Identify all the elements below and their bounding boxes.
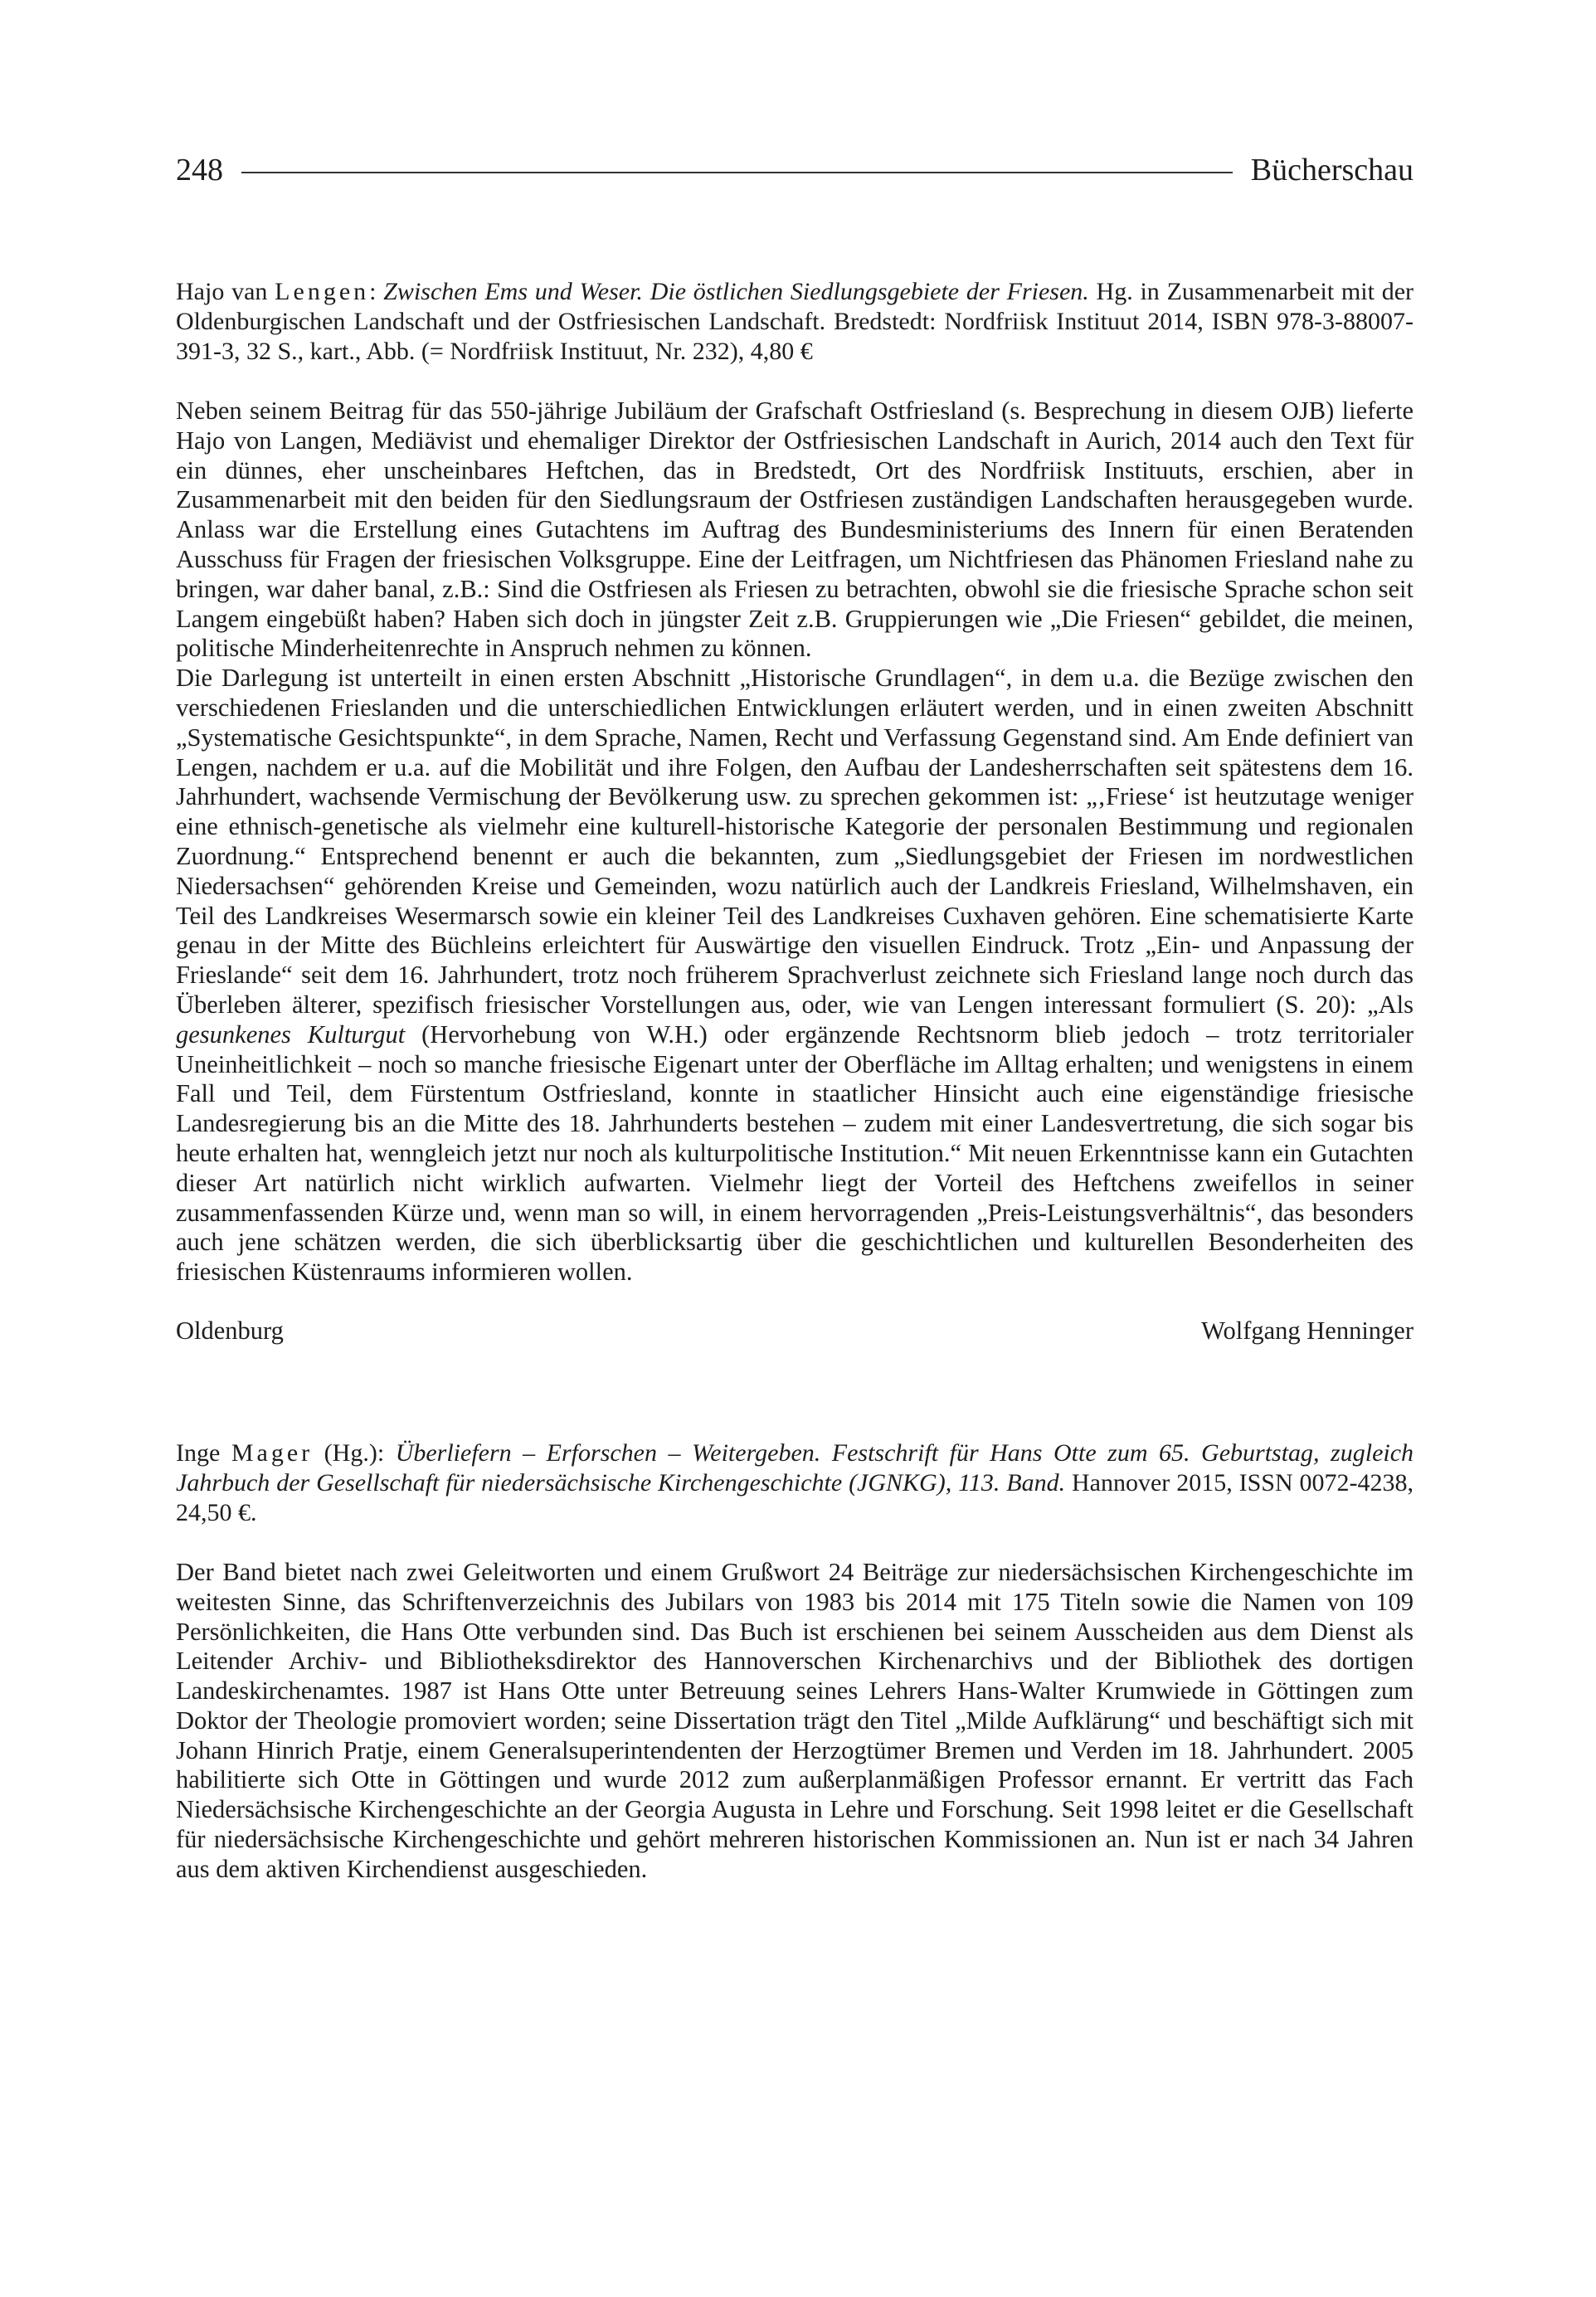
review-text: (Hervorhebung von W.H.) oder ergänzende Rechtsnorm blieb jedoch – trotz territorialer Uneinheitlichkeit – noch so manche friesische Eigenart unter der Oberfläche im Alltag erhalten; und wenigstens in einem Fall und Teil, dem Fürstentum Ostfriesland, konnte in staatlicher Hinsicht auch eine eigenständige friesische Landesregierung bis an die Mitte des 18. Jahrhunderts bestehen – zudem mit einer Landesvertretung, die sich sogar bis heute erhalten hat, wenngleich jetzt nur noch als kulturpolitische Institution.“ Mit neuen Erkenntnisse kann ein Gutachten dieser Art natürlich nicht wirklich aufwarten. Vielmehr liegt der Vorteil des Heftchens zweifellos in seiner zusammenfassenden Kürze und, wenn man so will, in einem hervorragenden „Preis-Leistungsverhältnis“, das besonders auch jene schätzen werden, die sich überblicksartig über die geschichtlichen und kulturellen Besonderheiten des friesischen Küstenraums informieren wollen. <box>176 1020 1414 1287</box>
author-suffix: (Hg.): <box>324 1438 385 1467</box>
bibliographic-details: Hg. in Zusammenarbeit mit der Oldenburgischen Landschaft und der Ostfriesischen Landschaft. Bredstedt: Nordfriisk Instituut 2014, ISBN 978-3-88007-391-3, 32 S., kart., Abb. (= Nordfriisk Instituut, Nr. 232), 4,80 € <box>176 278 1414 365</box>
review-text: Die Darlegung ist unterteilt in einen ersten Abschnitt „Historische Grundlagen“, in dem u.a. die Bezüge zwischen den verschiedenen Frieslanden und die unterschiedlichen Entwicklungen erläutert werden, und in einen zweiten Abschnitt „Systematische Gesichtspunkte“, in dem Sprache, Namen, Recht und Verfassung Gegenstand sind. Am Ende definiert van Lengen, nachdem er u.a. auf die Mobilität und ihre Folgen, den Aufbau der Landesherrschaften seit spätestens dem 16. Jahrhundert, wachsende Vermischung der Bevölkerung usw. zu sprechen gekommen ist: „‚Friese‘ ist heutzutage weniger eine ethnisch-genetische als vielmehr eine kulturell-historische Kategorie der personalen Bestimmung und regionalen Zuordnung.“ Entsprechend benennt er auch die bekannten, zum „Siedlungsgebiet der Friesen im nordwestlichen Niedersachsen“ gehörenden Kreise und Gemeinden, wozu natürlich auch der Landkreis Friesland, Wilhelmshaven, ein Teil des Landkreises Wesermarsch sowie ein kleiner Teil des Landkreises Cuxhaven gehören. Eine schematisierte Karte genau in der Mitte des Büchleins erleichtert für Auswärtige den visuellen Eindruck. Trotz „Ein- und Anpassung der Frieslande“ seit dem 16. Jahrhundert, trotz noch früherem Sprachverlust zeichnete sich Friesland lange noch durch das Überleben älterer, spezifisch friesischer Vorstellungen aus, oder, wie van Lengen interessant formuliert (S. 20): „Als <box>176 664 1414 1019</box>
bibliographic-details: Hannover 2015, ISSN 0072-4238, 24,50 €. <box>176 1468 1414 1526</box>
section-title: Bücherschau <box>1250 153 1414 187</box>
page-number: 248 <box>176 153 223 187</box>
review-entry-2 <box>176 1438 1414 1885</box>
review-paragraph: Der Band bietet nach zwei Geleitworten und einem Grußwort 24 Beiträge zur niedersächsischen Kirchengeschichte im weitesten Sinne, das Schriftenverzeichnis des Jubilars von 1983 bis 2014 mit 175 Titeln sowie die Namen von 109 Persönlichkeiten, die Hans Otte verbunden sind. Das Buch ist erschienen bei seinem Ausscheiden aus dem Dienst als Leitender Archiv- und Bibliotheksdirektor des Hannoverschen Kirchenarchivs und der Bibliothek des dortigen Landeskirchenamtes. 1987 ist Hans Otte unter Betreuung seines Lehrers Hans-Walter Krumwiede in Göttingen zum Doktor der Theologie promoviert worden; seine Dissertation trägt den Titel „Milde Aufklärung“ und beschäftigt sich mit Johann Hinrich Pratje, einem Generalsuperintendenten der Herzogtümer Bremen und Verden im 18. Jahrhundert. 2005 habilitierte sich Otte in Göttingen und wurde 2012 zum außerplanmäßigen Professor ernannt. Er vertritt das Fach Niedersächsische Kirchengeschichte an der Georgia Augusta in Lehre und Forschung. Seit 1998 leitet er die Gesellschaft für niedersächsische Kirchengeschichte und gehört mehreren historischen Kommissionen an. Nun ist er nach 34 Jahren aus dem aktiven Kirchendienst ausgeschieden. <box>176 1557 1414 1883</box>
running-header <box>176 149 1414 191</box>
author-last-name: Lengen <box>275 278 370 305</box>
book-title: Überliefern – Erforschen – Weitergeben. Festschrift für Hans Otte zum 65. Geburtstag, zugleich Jahrbuch der Gesellschaft für niedersächsische Kirchengeschichte (JGNKG), 113. Band. <box>176 1438 1414 1496</box>
page <box>176 149 1414 1885</box>
review-entry-1 <box>176 277 1414 1346</box>
review-paragraph <box>176 664 1414 1287</box>
reviewer-name: Wolfgang Henninger <box>1201 1316 1414 1345</box>
author-first-name: Hajo van <box>176 278 268 305</box>
review-place: Oldenburg <box>176 1316 284 1345</box>
italic-phrase: gesunkenes Kulturgut <box>176 1020 406 1049</box>
author-last-name: Mager <box>231 1438 314 1467</box>
bibliographic-entry: Hajo van Lengen: Zwischen Ems und Weser. Die östlichen Siedlungsgebiete der Friesen. Hg. in Zusammenarbeit mit der Oldenburgischen Landschaft und der Ostfriesischen Landschaft. Bredstedt: Nordfriisk Instituut 2014, ISBN 978-3-88007-391-3, 32 S., kart., Abb. (= Nordfriisk Instituut, Nr. 232), 4,80 € <box>176 278 1414 365</box>
review-paragraph: Neben seinem Beitrag für das 550-jährige Jubiläum der Grafschaft Ostfriesland (s. Besprechung in diesem OJB) lieferte Hajo von Langen, Mediävist und ehemaliger Direktor der Ostfriesischen Landschaft in Aurich, 2014 auch den Text für ein dünnes, eher unscheinbares Heftchen, das in Bredstedt, Ort des Nordfriisk Instituuts, erschien, aber in Zusammenarbeit mit den beiden für den Siedlungsraum der Ostfriesen zuständigen Landschaften herausgegeben wurde. Anlass war die Erstellung eines Gutachtens im Auftrag des Bundesministeriums des Innern für einen Beratenden Ausschuss für Fragen der friesischen Volksgruppe. Eine der Leitfragen, um Nichtfriesen das Phänomen Friesland nahe zu bringen, war daher banal, z.B.: Sind die Ostfriesen als Friesen zu betrachten, obwohl sie die friesische Sprache schon seit Langem eingebüßt haben? Haben sich doch in jüngster Zeit z.B. Gruppierungen wie „Die Friesen“ gebildet, die meinen, politische Minderheitenrechte in Anspruch nehmen zu können. <box>176 397 1414 663</box>
header-rule <box>241 172 1233 173</box>
author-first-name: Inge <box>176 1438 221 1467</box>
review-signoff <box>176 1316 1414 1346</box>
bibliographic-entry <box>176 1438 1414 1528</box>
book-title: Zwischen Ems und Weser. Die östlichen Siedlungsgebiete der Friesen. <box>383 278 1089 305</box>
